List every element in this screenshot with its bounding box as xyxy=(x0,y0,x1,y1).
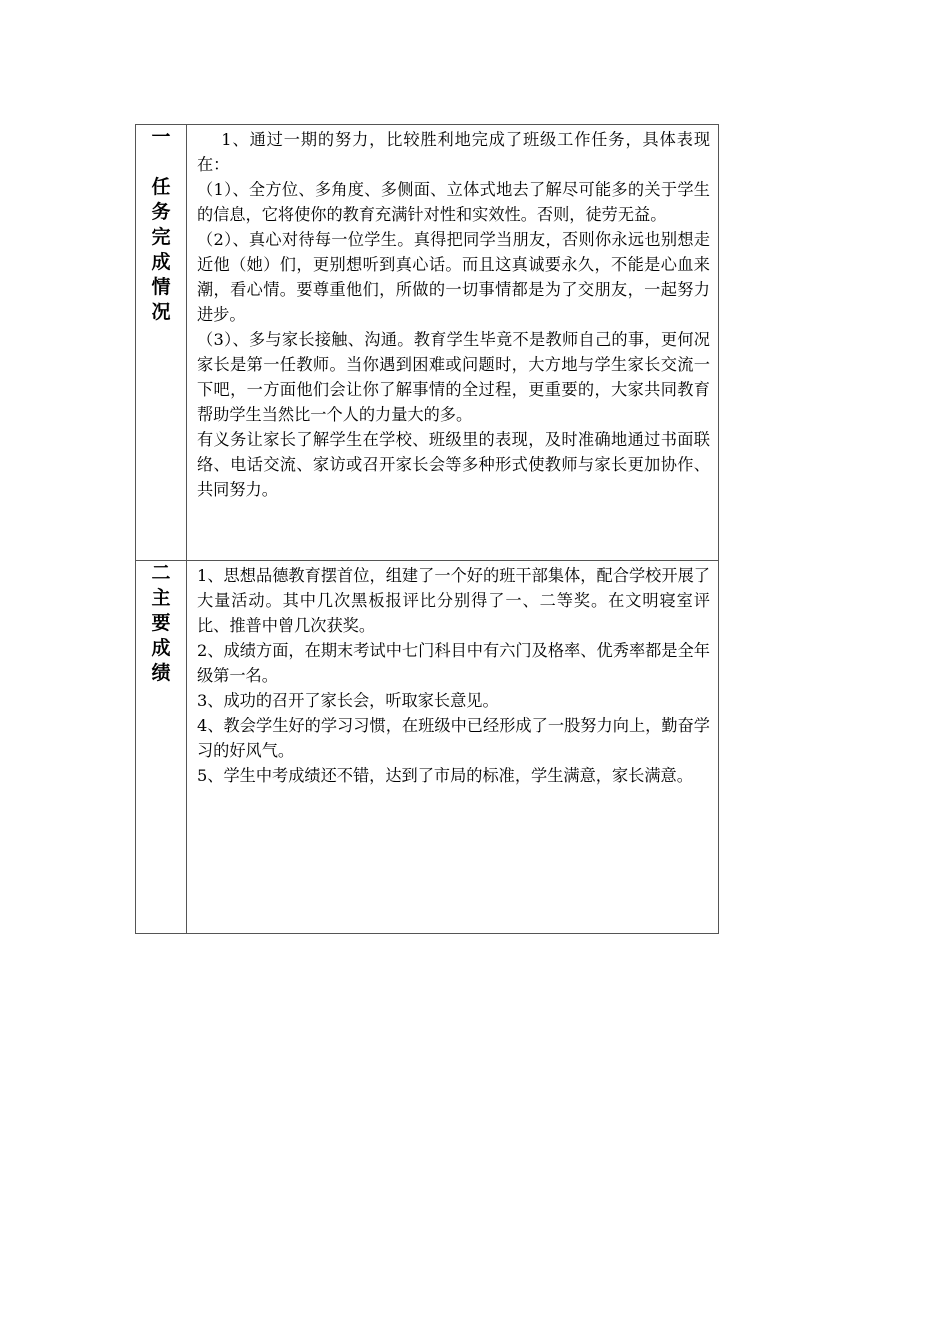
paragraph: 2、成绩方面，在期末考试中七门科目中有六门及格率、优秀率都是全年级第一名。 xyxy=(197,641,710,685)
label-char: 要 xyxy=(151,612,171,634)
summary-table xyxy=(135,124,719,934)
label-char: 况 xyxy=(151,301,171,323)
label-char: 一 xyxy=(151,126,171,148)
section-content-task-completion xyxy=(187,125,719,561)
section-content-main-achievements xyxy=(187,561,719,934)
label-char: 任 xyxy=(151,176,171,198)
label-spacer xyxy=(136,150,186,175)
paragraph: （1）、全方位、多角度、多侧面、立体式地去了解尽可能多的关于学生的信息，它将使你的教育充满针对性和实效性。否则，徒劳无益。 xyxy=(197,180,710,224)
label-char: 务 xyxy=(151,201,171,223)
section-label-cell xyxy=(136,125,187,561)
paragraph: 有义务让家长了解学生在学校、班级里的表现，及时准确地通过书面联络、电话交流、家访或召开家长会等多种形式使教师与家长更加协作、共同努力。 xyxy=(197,430,710,499)
label-char: 成 xyxy=(151,251,171,273)
label-char: 成 xyxy=(151,637,171,659)
label-char: 情 xyxy=(151,276,171,298)
paragraph: 1、通过一期的努力，比较胜利地完成了班级工作任务，具体表现在： xyxy=(197,130,710,174)
label-char: 主 xyxy=(151,587,171,609)
label-char: 完 xyxy=(151,226,171,248)
section-label-main-achievements xyxy=(136,561,186,686)
paragraph: （2）、真心对待每一位学生。真得把同学当朋友，否则你永远也别想走近他（她）们，更别想听到真心话。而且这真诚要永久，不能是心血来潮，看心情。要尊重他们，所做的一切事情都是为了交朋友，一起努力进步。 xyxy=(197,230,710,324)
label-char: 二 xyxy=(151,562,171,584)
paragraph: 4、教会学生好的学习习惯，在班级中已经形成了一股努力向上，勤奋学习的好风气。 xyxy=(197,716,710,760)
section-label-task-completion xyxy=(136,125,186,325)
paragraph: 1、思想品德教育摆首位，组建了一个好的班干部集体，配合学校开展了大量活动。其中几次黑板报评比分别得了一、二等奖。在文明寝室评比、推普中曾几次获奖。 xyxy=(197,566,710,635)
table-row-task-completion xyxy=(136,125,719,561)
table-row-main-achievements xyxy=(136,561,719,934)
paragraph: （3）、多与家长接触、沟通。教育学生毕竟不是教师自己的事，更何况家长是第一任教师。当你遇到困难或问题时，大方地与学生家长交流一下吧，一方面他们会让你了解事情的全过程，更重要的，大家共同教育帮助学生当然比一个人的力量大的多。 xyxy=(197,330,710,424)
section-label-cell xyxy=(136,561,187,934)
label-char: 绩 xyxy=(151,662,171,684)
paragraph: 3、成功的召开了家长会，听取家长意见。 xyxy=(197,691,499,710)
paragraph: 5、学生中考成绩还不错，达到了市局的标准，学生满意，家长满意。 xyxy=(197,766,693,785)
